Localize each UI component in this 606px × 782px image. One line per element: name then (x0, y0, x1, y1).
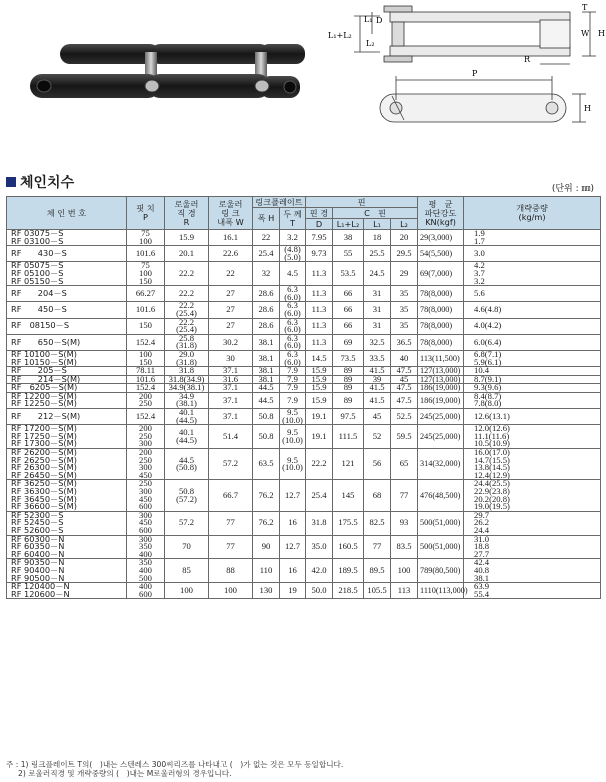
pin-l1-cell: 41.5 (364, 384, 391, 393)
table-row (7, 511, 601, 535)
dim-l1: L₁ (364, 15, 373, 24)
chain-number-cell: RF 36250－S(M) RF 36300－S(M) RF 36450－S(M) RF 36600－S(M) (7, 480, 127, 511)
pitch-cell: 101.6 (127, 246, 165, 262)
header-plate-width: 폭 H (253, 208, 280, 230)
plate-thickness-cell: 12.7 (280, 535, 306, 559)
roller-width-cell: 16.1 (209, 230, 253, 246)
plate-thickness-cell: 9.5 (10.0) (280, 449, 306, 480)
chain-dimension-table (6, 196, 601, 599)
pin-l1-cell: 24.5 (364, 262, 391, 286)
roller-diameter-cell: 29.0 (31.8) (165, 350, 209, 366)
pin-l2-cell: 35 (391, 318, 418, 334)
chain-number-cell: RF 204－S (7, 286, 127, 302)
plate-width-cell: 50.8 (253, 425, 280, 449)
breaking-strength-cell: 186(19,000) (418, 384, 464, 393)
pin-l1l2-cell: 89 (333, 384, 364, 393)
plate-width-cell: 110 (253, 559, 280, 583)
breaking-strength-cell: 54(5,500) (418, 246, 464, 262)
pin-diameter-cell: 15.9 (306, 392, 333, 408)
weight-cell: 9.3(9.6) (464, 384, 601, 393)
pin-l1-cell: 52 (364, 425, 391, 449)
table-row (7, 425, 601, 449)
pitch-cell: 300 450 600 (127, 511, 165, 535)
breaking-strength-cell: 127(13,000) (418, 375, 464, 384)
weight-cell: 24.4(25.5) 22.9(23.8) 20.2(20.8) 19.0(19.5) (464, 480, 601, 511)
roller-diameter-cell: 40.1 (44.5) (165, 425, 209, 449)
plate-thickness-cell: 4.5 (280, 262, 306, 286)
breaking-strength-cell: 69(7,000) (418, 262, 464, 286)
breaking-strength-cell: 1110(113,000) (418, 583, 464, 599)
roller-width-cell: 22 (209, 262, 253, 286)
pin-l1-cell: 56 (364, 449, 391, 480)
roller-diameter-cell: 100 (165, 583, 209, 599)
pin-diameter-cell: 15.9 (306, 375, 333, 384)
pin-diameter-cell: 11.3 (306, 318, 333, 334)
pitch-cell: 152.4 (127, 409, 165, 425)
weight-cell: 3.0 (464, 246, 601, 262)
roller-diameter-cell: 25.8 (31.8) (165, 334, 209, 350)
pin-l1-cell: 18 (364, 230, 391, 246)
roller-width-cell: 37.1 (209, 409, 253, 425)
weight-cell: 12.0(12.6) 11.1(11.6) 10.5(10.9) (464, 425, 601, 449)
chain-number-cell: RF 120400－N RF 120600－N (7, 583, 127, 599)
breaking-strength-cell: 78(8,000) (418, 334, 464, 350)
roller-width-cell: 77 (209, 511, 253, 535)
plate-thickness-cell: 12.7 (280, 480, 306, 511)
roller-diameter-cell: 44.5 (50.8) (165, 449, 209, 480)
roller-width-cell: 30 (209, 350, 253, 366)
pin-l1l2-cell: 66 (333, 302, 364, 318)
pitch-cell: 150 (127, 318, 165, 334)
breaking-strength-cell: 314(32,000) (418, 449, 464, 480)
pin-diameter-cell: 50.0 (306, 583, 333, 599)
dim-h-top: H (598, 29, 605, 38)
table-row (7, 334, 601, 350)
table-row (7, 583, 601, 599)
chain-number-cell: RF 17200－S(M) RF 17250－S(M) RF 17300－S(M) (7, 425, 127, 449)
dim-t: T (582, 3, 588, 12)
header-roller-link-width: 로울러 링 크 내폭 W (209, 197, 253, 230)
pin-l1-cell: 82.5 (364, 511, 391, 535)
pin-l1l2-cell: 89 (333, 392, 364, 408)
pin-l2-cell: 29 (391, 262, 418, 286)
pin-diameter-cell: 22.2 (306, 449, 333, 480)
roller-width-cell: 22.6 (209, 246, 253, 262)
breaking-strength-cell: 113(11,500) (418, 350, 464, 366)
breaking-strength-cell: 78(8,000) (418, 286, 464, 302)
plate-thickness-cell: 7.9 (280, 375, 306, 384)
plate-width-cell: 38.1 (253, 350, 280, 366)
pin-diameter-cell: 11.3 (306, 302, 333, 318)
pin-l1-cell: 68 (364, 480, 391, 511)
chain-number-cell: RF 6205－S(M) (7, 384, 127, 393)
chain-number-cell: RF 08150－S (7, 318, 127, 334)
pin-diameter-cell: 15.9 (306, 367, 333, 376)
table-row (7, 318, 601, 334)
breaking-strength-cell: 29(3,000) (418, 230, 464, 246)
breaking-strength-cell: 78(8,000) (418, 318, 464, 334)
title-square-icon (6, 177, 16, 187)
plate-thickness-cell: 16 (280, 559, 306, 583)
pin-l1l2-cell: 89 (333, 367, 364, 376)
chain-number-cell: RF 205－S (7, 367, 127, 376)
plate-width-cell: 38.1 (253, 367, 280, 376)
roller-width-cell: 30.2 (209, 334, 253, 350)
dim-d: D (376, 16, 383, 25)
table-row (7, 230, 601, 246)
pin-l1l2-cell: 189.5 (333, 559, 364, 583)
header-pin-d: D (306, 219, 333, 230)
roller-width-cell: 27 (209, 286, 253, 302)
header-pin-diameter: 핀 경 (306, 208, 333, 219)
header-roller-diameter: 로울러 직 경 R (165, 197, 209, 230)
footnote-1: 주 : 1) 링크플레이트 T의( )내는 스텐레스 300씨리즈를 나타내고 ( )가 없는 것은 모두 동일합니다. (6, 760, 344, 769)
pin-l1-cell: 31 (364, 286, 391, 302)
roller-width-cell: 100 (209, 583, 253, 599)
chain-number-cell: RF 214－S(M) (7, 375, 127, 384)
weight-cell: 29.7 26.2 24.4 (464, 511, 601, 535)
plate-thickness-cell: 6.3 (6.0) (280, 318, 306, 334)
pin-diameter-cell: 9.73 (306, 246, 333, 262)
table-body (7, 230, 601, 599)
pitch-cell: 300 350 400 (127, 535, 165, 559)
roller-diameter-cell: 57.2 (165, 511, 209, 535)
pin-l2-cell: 77 (391, 480, 418, 511)
header-plate-thickness: 두 께 T (280, 208, 306, 230)
chain-number-cell: RF 212－S(M) (7, 409, 127, 425)
weight-cell: 6.0(6.4) (464, 334, 601, 350)
pitch-cell: 78.11 (127, 367, 165, 376)
breaking-strength-cell: 500(51,000) (418, 535, 464, 559)
pin-diameter-cell: 19.1 (306, 425, 333, 449)
pitch-cell: 75 100 150 (127, 262, 165, 286)
plate-thickness-cell: 6.3 (6.0) (280, 286, 306, 302)
pin-l2-cell: 36.5 (391, 334, 418, 350)
pin-diameter-cell: 11.3 (306, 286, 333, 302)
table-row (7, 409, 601, 425)
roller-diameter-cell: 22.2 (25.4) (165, 302, 209, 318)
plate-thickness-cell: 6.3 (6.0) (280, 302, 306, 318)
dim-r: R (524, 55, 531, 64)
chain-number-cell: RF 60300－N RF 60350－N RF 60400－N (7, 535, 127, 559)
table-row (7, 286, 601, 302)
plate-thickness-cell: 9.5 (10.0) (280, 425, 306, 449)
roller-diameter-cell: 34.9 (38.1) (165, 392, 209, 408)
weight-cell: 42.4 40.8 38.1 (464, 559, 601, 583)
table-row (7, 302, 601, 318)
pin-l1l2-cell: 121 (333, 449, 364, 480)
pitch-cell: 350 400 500 (127, 559, 165, 583)
chain-number-cell: RF 90350－N RF 90400－N RF 90500－N (7, 559, 127, 583)
plate-width-cell: 44.5 (253, 392, 280, 408)
pin-l1l2-cell: 111.5 (333, 425, 364, 449)
chain-number-cell: RF 26200－S(M) RF 26250－S(M) RF 26300－S(M) RF 26450－S(M) (7, 449, 127, 480)
plate-width-cell: 130 (253, 583, 280, 599)
pin-l2-cell: 47.5 (391, 392, 418, 408)
plate-thickness-cell: (4.8) (5.0) (280, 246, 306, 262)
plate-width-cell: 28.6 (253, 286, 280, 302)
pitch-cell: 400 600 (127, 583, 165, 599)
plate-thickness-cell: 16 (280, 511, 306, 535)
dim-l1l2: L₁+L₂ (328, 31, 352, 40)
plate-width-cell: 38.1 (253, 334, 280, 350)
breaking-strength-cell: 245(25,000) (418, 425, 464, 449)
pin-l2-cell: 59.5 (391, 425, 418, 449)
pin-l2-cell: 47.5 (391, 367, 418, 376)
chain-number-cell: RF 430－S (7, 246, 127, 262)
weight-cell: 16.0(17.0) 14.7(15.5) 13.8(14.5) 12.4(12.9) (464, 449, 601, 480)
pitch-cell: 101.6 (127, 302, 165, 318)
roller-diameter-cell: 22.2 (165, 262, 209, 286)
table-row (7, 480, 601, 511)
breaking-strength-cell: 789(80,500) (418, 559, 464, 583)
breaking-strength-cell: 245(25,000) (418, 409, 464, 425)
roller-diameter-cell: 22.2 (25.4) (165, 318, 209, 334)
pin-l1l2-cell: 66 (333, 318, 364, 334)
table-row (7, 262, 601, 286)
table-row (7, 350, 601, 366)
weight-cell: 4.6(4.8) (464, 302, 601, 318)
chain-number-cell: RF 450－S (7, 302, 127, 318)
pin-l1l2-cell: 38 (333, 230, 364, 246)
pitch-cell: 75 100 (127, 230, 165, 246)
pin-l1-cell: 31 (364, 318, 391, 334)
plate-width-cell: 28.6 (253, 318, 280, 334)
header-l1l2: L₁+L₂ (333, 219, 364, 230)
header-chain-number: 체 인 번 호 (7, 197, 127, 230)
header-l2: L₂ (391, 219, 418, 230)
pin-l1l2-cell: 53.5 (333, 262, 364, 286)
pin-diameter-cell: 35.0 (306, 535, 333, 559)
breaking-strength-cell: 500(51,000) (418, 511, 464, 535)
pitch-cell: 152.4 (127, 334, 165, 350)
section-title (6, 172, 74, 192)
header-weight: 개략중량 (kg/m) (464, 197, 601, 230)
pin-l1-cell: 41.5 (364, 392, 391, 408)
pin-diameter-cell: 7.95 (306, 230, 333, 246)
roller-diameter-cell: 22.2 (165, 286, 209, 302)
pin-l2-cell: 29.5 (391, 246, 418, 262)
pitch-cell: 152.4 (127, 384, 165, 393)
dim-p: P (472, 69, 478, 78)
roller-width-cell: 27 (209, 318, 253, 334)
pin-l1-cell: 105.5 (364, 583, 391, 599)
roller-width-cell: 57.2 (209, 449, 253, 480)
roller-diameter-cell: 34.9(38.1) (165, 384, 209, 393)
roller-diameter-cell: 40.1 (44.5) (165, 409, 209, 425)
breaking-strength-cell: 127(13,000) (418, 367, 464, 376)
pin-l2-cell: 45 (391, 375, 418, 384)
plate-width-cell: 90 (253, 535, 280, 559)
weight-cell: 31.0 18.8 27.7 (464, 535, 601, 559)
breaking-strength-cell: 78(8,000) (418, 302, 464, 318)
pin-l1l2-cell: 160.5 (333, 535, 364, 559)
plate-thickness-cell: 7.9 (280, 392, 306, 408)
roller-width-cell: 27 (209, 302, 253, 318)
pitch-cell: 66.27 (127, 286, 165, 302)
pin-l2-cell: 83.5 (391, 535, 418, 559)
plate-thickness-cell: 19 (280, 583, 306, 599)
plate-thickness-cell: 7.9 (280, 384, 306, 393)
roller-width-cell: 77 (209, 535, 253, 559)
chain-number-cell: RF 10100－S(M) RF 10150－S(M) (7, 350, 127, 366)
pitch-cell: 101.6 (127, 375, 165, 384)
pitch-cell: 250 300 450 600 (127, 480, 165, 511)
roller-diameter-cell: 15.9 (165, 230, 209, 246)
pin-diameter-cell: 42.0 (306, 559, 333, 583)
table-row (7, 246, 601, 262)
table-row (7, 559, 601, 583)
pin-l2-cell: 93 (391, 511, 418, 535)
weight-cell: 4.0(4.2) (464, 318, 601, 334)
roller-width-cell: 37.1 (209, 367, 253, 376)
pin-l1l2-cell: 218.5 (333, 583, 364, 599)
plate-width-cell: 76.2 (253, 511, 280, 535)
plate-width-cell: 44.5 (253, 384, 280, 393)
weight-cell: 8.7(9.1) (464, 375, 601, 384)
chain-number-cell: RF 12200－S(M) RF 12250－S(M) (7, 392, 127, 408)
plate-width-cell: 63.5 (253, 449, 280, 480)
table-row (7, 449, 601, 480)
pin-diameter-cell: 11.3 (306, 334, 333, 350)
roller-width-cell: 37.1 (209, 392, 253, 408)
table-row (7, 367, 601, 376)
chain-drawings (0, 0, 606, 160)
header-pitch: 핏 치 P (127, 197, 165, 230)
chain-number-cell: RF 52300－S RF 52450－S RF 52600－S (7, 511, 127, 535)
plate-thickness-cell: 6.3 (6.0) (280, 350, 306, 366)
pin-l1-cell: 39 (364, 375, 391, 384)
plate-width-cell: 76.2 (253, 480, 280, 511)
chain-number-cell: RF 650－S(M) (7, 334, 127, 350)
roller-width-cell: 66.7 (209, 480, 253, 511)
pin-l1l2-cell: 145 (333, 480, 364, 511)
breaking-strength-cell: 186(19,000) (418, 392, 464, 408)
plate-thickness-cell: 9.5 (10.0) (280, 409, 306, 425)
roller-diameter-cell: 31.8 (165, 367, 209, 376)
cross-section-drawing (354, 6, 596, 64)
plate-thickness-cell: 7.9 (280, 367, 306, 376)
pin-l1l2-cell: 73.5 (333, 350, 364, 366)
pin-l2-cell: 65 (391, 449, 418, 480)
header-link-plate: 링크플레이트 (253, 197, 306, 208)
pin-l1l2-cell: 97.5 (333, 409, 364, 425)
pin-l1l2-cell: 66 (333, 286, 364, 302)
pin-l2-cell: 47.5 (391, 384, 418, 393)
pin-l1l2-cell: 69 (333, 334, 364, 350)
pin-l1-cell: 45 (364, 409, 391, 425)
plate-thickness-cell: 3.2 (280, 230, 306, 246)
roller-diameter-cell: 85 (165, 559, 209, 583)
plate-width-cell: 22 (253, 230, 280, 246)
pin-diameter-cell: 11.3 (306, 262, 333, 286)
plate-width-cell: 38.1 (253, 375, 280, 384)
dim-h-side: H (584, 104, 591, 113)
pin-l1l2-cell: 175.5 (333, 511, 364, 535)
table-row (7, 392, 601, 408)
roller-width-cell: 37.1 (209, 384, 253, 393)
roller-width-cell: 88 (209, 559, 253, 583)
header-c-pin: C 핀 (333, 208, 418, 219)
footnotes (6, 760, 343, 778)
section-title-text: 체인치수 (20, 175, 75, 191)
pin-l2-cell: 35 (391, 302, 418, 318)
pin-diameter-cell: 31.8 (306, 511, 333, 535)
pin-l2-cell: 35 (391, 286, 418, 302)
pin-diameter-cell: 14.5 (306, 350, 333, 366)
roller-diameter-cell: 70 (165, 535, 209, 559)
weight-cell: 10.4 (464, 367, 601, 376)
chain-photo (30, 44, 305, 98)
table-row (7, 384, 601, 393)
unit-note: (단위 : ㎜) (551, 184, 594, 194)
plate-thickness-cell: 6.3 (6.0) (280, 334, 306, 350)
pin-l1l2-cell: 55 (333, 246, 364, 262)
weight-cell: 4.2 3.7 3.2 (464, 262, 601, 286)
chain-number-cell: RF 03075－S RF 03100－S (7, 230, 127, 246)
pin-l1-cell: 77 (364, 535, 391, 559)
pin-l1-cell: 41.5 (364, 367, 391, 376)
header-breaking-strength: 평 균 파단강도 KN(kgf) (418, 197, 464, 230)
pin-l1l2-cell: 89 (333, 375, 364, 384)
header-pin: 핀 (306, 197, 418, 208)
roller-width-cell: 51.4 (209, 425, 253, 449)
side-view-drawing (380, 76, 586, 122)
pitch-cell: 200 250 300 450 (127, 449, 165, 480)
weight-cell: 6.8(7.1) 5.9(6.1) (464, 350, 601, 366)
pin-diameter-cell: 19.1 (306, 409, 333, 425)
plate-width-cell: 32 (253, 262, 280, 286)
pitch-cell: 100 150 (127, 350, 165, 366)
table-row (7, 535, 601, 559)
dim-l2: L₂ (366, 39, 375, 48)
pin-diameter-cell: 25.4 (306, 480, 333, 511)
pin-l1-cell: 32.5 (364, 334, 391, 350)
pin-l2-cell: 40 (391, 350, 418, 366)
pin-l2-cell: 100 (391, 559, 418, 583)
chain-number-cell: RF 05075－S RF 05100－S RF 05150－S (7, 262, 127, 286)
pin-l1-cell: 89.5 (364, 559, 391, 583)
pin-l1-cell: 33.5 (364, 350, 391, 366)
plate-width-cell: 25.4 (253, 246, 280, 262)
footnote-2: 2) 로울러직경 및 개략중량의 ( )내는 M로울러형의 경우입니다. (18, 769, 232, 778)
pin-l1-cell: 31 (364, 302, 391, 318)
pin-l1-cell: 25.5 (364, 246, 391, 262)
pitch-cell: 200 250 300 (127, 425, 165, 449)
pin-l2-cell: 52.5 (391, 409, 418, 425)
weight-cell: 8.4(8.7) 7.8(8.0) (464, 392, 601, 408)
header-l1: L₁ (364, 219, 391, 230)
pin-l2-cell: 113 (391, 583, 418, 599)
roller-diameter-cell: 20.1 (165, 246, 209, 262)
weight-cell: 1.9 1.7 (464, 230, 601, 246)
table-row (7, 375, 601, 384)
plate-width-cell: 50.8 (253, 409, 280, 425)
weight-cell: 12.6(13.1) (464, 409, 601, 425)
weight-cell: 5.6 (464, 286, 601, 302)
breaking-strength-cell: 476(48,500) (418, 480, 464, 511)
roller-diameter-cell: 31.8(34.9) (165, 375, 209, 384)
weight-cell: 63.9 55.4 (464, 583, 601, 599)
roller-diameter-cell: 50.8 (57.2) (165, 480, 209, 511)
plate-width-cell: 28.6 (253, 302, 280, 318)
pin-diameter-cell: 15.9 (306, 384, 333, 393)
pin-l2-cell: 20 (391, 230, 418, 246)
dim-w: W (581, 29, 590, 38)
roller-width-cell: 31.6 (209, 375, 253, 384)
pitch-cell: 200 250 (127, 392, 165, 408)
